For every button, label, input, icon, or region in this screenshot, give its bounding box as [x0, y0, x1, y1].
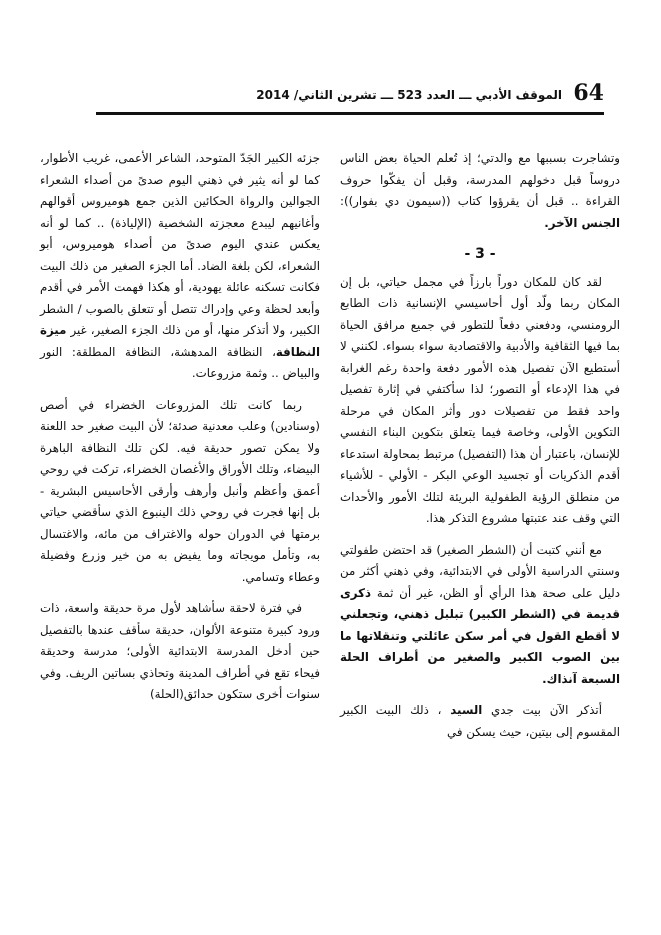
running-header [256, 80, 604, 110]
bold-phrase: الجنس الآخر. [544, 215, 620, 230]
paragraph: في فترة لاحقة سأشاهد لأول مرة حديقة واسعة، ذات ورود كبيرة متنوعة الألوان، حديقة سأقف عندها بالتفصيل حين أدخل المدرسة الابتدائية الأولى؛ مدرسة وحديقة فيحاء تقع في أطراف المدينة وتحاذي بساتين الريف. وفي سنوات أخرى ستكون حدائق(الحلة) [40, 601, 320, 701]
page-number: 64 [573, 80, 604, 106]
paragraph: أتذكر الآن بيت جدي السيد ، ذلك البيت الكبير المقسوم إلى بيتين، حيث يسكن في [340, 703, 620, 739]
left-column [40, 148, 320, 716]
header-rule [96, 112, 604, 115]
running-title: الموقف الأدبي ـــ العدد 523 ـــ تشرين الثاني/ 2014 [256, 88, 562, 102]
paragraph: لقد كان للمكان دوراً بارزاً في مجمل حياتي، بل إن المكان ربما ولّد أول أحاسيسي الإنسانية ذات الطابع الرومنسي، ودفعني دفعاً للتطور في جميع مرافق الحياة بما فيها الثقافية والأدبية والاقتصادية سواء بسواء. لكنني لا أستطيع الآن تفصيل هذه الأمور دفعة واحدة رغم الغرابة في هذا الإدعاء أو التصور؛ لذا سأكتفي في إثارة تفصيل واحد فقط من تفصيلات دور وأثر المكان في مرحلة التكوين الأولى، وخاصة فيما يتعلق بتكوين البناء النفسي للإنسان، باعتبار أن هذا (التفصيل) مرتبط بمحاولة استدعاء أقدم الذكريات أو تجسيد الوعي البكر - الأولي - للأشياء من منطلق الرؤية الطفولية البريئة لتلك الأمور والأحداث التي وقف عند عتبتها مشروع التذكر هذا. [340, 274, 620, 525]
paragraph: وتشاجرت بسببها مع والدتي؛ إذ تُعلم الحياة بعض الناس دروساً قبل دخولهم المدرسة، وقبل أن يفكّوا حروف القراءة .. قبل أن يقرؤوا كتاب ((سيمون دي بفوار)): الجنس الآخر. [340, 151, 620, 230]
paragraph: جزئه الكبير الجَدّ المتوحد، الشاعر الأعمى، غريب الأطوار، كما لو أنه يثير في ذهني اليوم صدىً من أصداء الشعراء الجوالين والرواة الحكائين الذين جمع هوميروس أقوالهم وأغانيهم ليبدع معجزته الشخصية (الإلياذة) .. كما لو أنه يعكس عندي اليوم صدىً من أصداء هوميروس، أبو الشعراء، لكن بلغة الضاد. أما الجزء الصغير من ذلك البيت فكانت تسكنه عائلة يهودية، أو هكذا فهمت الأمر في أقدم وأبعد لحظة وعي وإدراك تتصل أو تتعلق بالصوب / الشطر الكبير، ولا أتذكر منها، أو من ذلك الجزء الصغير، غير ميزة النظافة، النظافة المدهشة، النظافة المطلقة: النور والبياض .. وثمة مزروعات. [40, 151, 321, 380]
bold-phrase: السيد [450, 703, 483, 717]
section-number: - 3 - [464, 246, 496, 262]
paragraph: مع أنني كتبت أن (الشطر الصغير) قد احتضن طفولتي وسنتي الدراسية الأولى في الابتدائية، وفي ذهني أكثر من دليل على صحة هذا الرأي أو الظن، غير أن ثمة ذكرى قديمة في (الشطر الكبير) تبلبل ذهني، وتجعلني لا أقطع القول في أمر سكن عائلتي وتنقلاتها ما بين الصوب الكبير والصغير من أطراف الحلة السبعة آنذاك. [340, 542, 621, 686]
right-column [340, 148, 620, 753]
bold-phrase: ميزة النظافة [40, 323, 320, 359]
paragraph: ربما كانت تلك المزروعات الخضراء في أصص (وسنادين) وعلب معدنية صدئة؛ لأن البيت صغير حد اللعنة ولا يمكن تصور حديقة فيه. لكن تلك النظافة الباهرة البيضاء، وتلك الأوراق والأغصان الخضراء، تركت في روحي أعمق وأعظم وأنبل وأرهف وأرقى الأحاسيس البشرية - بل إنها فجرت في روحي ذلك الينبوع الذي سأقضي حياتي برمتها في الدوران حوله والاغتراف من مائه، والاغتسال به، وتأمل مويجاته وما يفيض به من خير وزرع وفضيلة وعطاء وتسامي. [40, 397, 320, 584]
bold-phrase: ذكرى قديمة في (الشطر الكبير) تبلبل ذهني، وتجعلني لا أقطع القول في أمر سكن عائلتي وتنقلاتها ما بين الصوب الكبير والصغير من أطراف الحلة السبعة آنذاك. [340, 585, 620, 686]
